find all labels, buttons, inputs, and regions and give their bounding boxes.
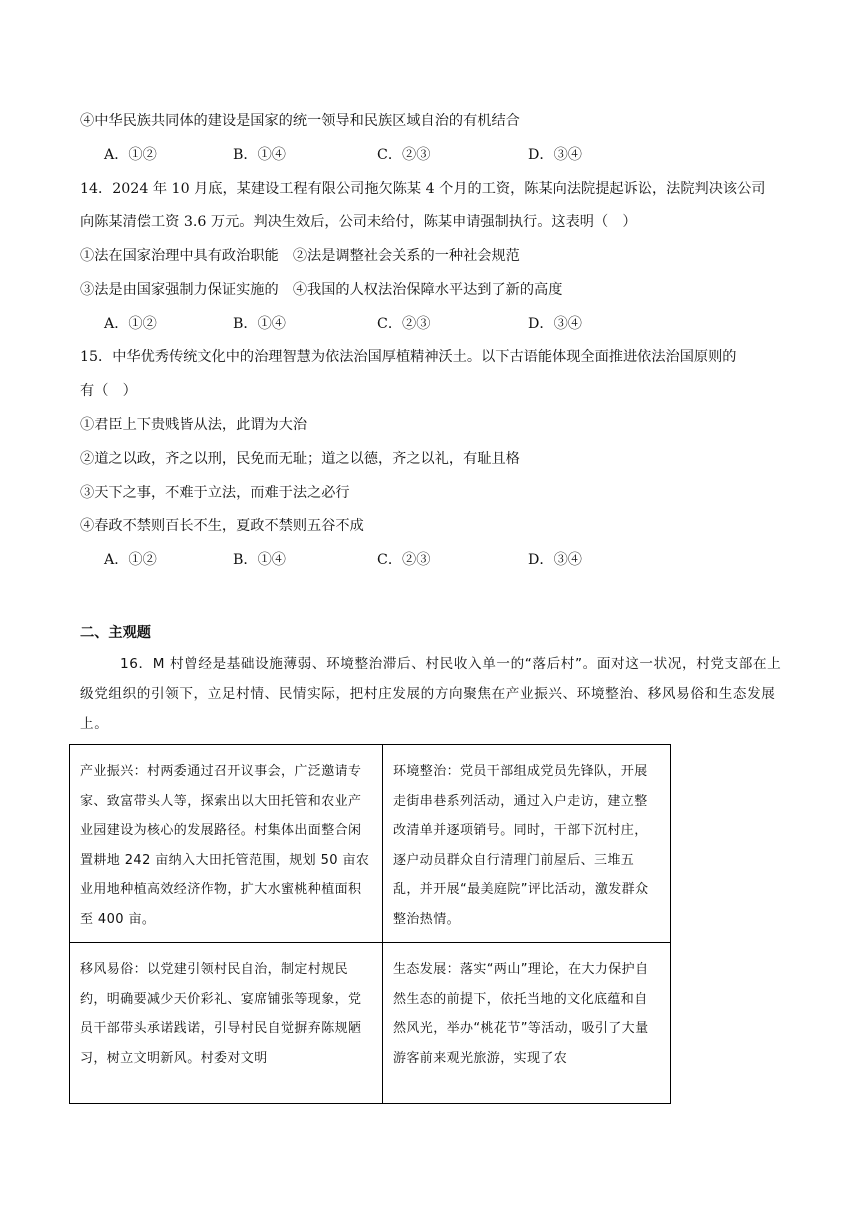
q15-statement-4: ④春政不禁则百长不生，夏政不禁则五谷不成 — [80, 518, 364, 534]
q14-stem-line-2: 向陈某清偿工资 3.6 万元。判决生效后，公司未给付，陈某申请强制执行。这表明（ ） — [80, 214, 637, 230]
q13-statement-4: ④中华民族共同体的建设是国家的统一领导和民族区域自治的有机结合 — [80, 113, 520, 129]
q15-statement-3: ③天下之事，不难于立法，而难于法之必行 — [80, 485, 350, 501]
cell-ecology: 生态发展：落实“两山”理论，在大力保护自然生态的前提下，依托当地的文化底蕴和自然风光，举办“桃花节”等活动，吸引了大量游客前来观光旅游，实现了农 — [383, 943, 671, 1104]
q16-intro: 16．M 村曾经是基础设施薄弱、环境整治滞后、村民收入单一的“落后村”。面对这一状况，村党支部在上级党组织的引领下，立足村情、民情实际，把村庄发展的方向聚焦在产业振兴、环境整治、移风易俗和生态发展上。 — [80, 656, 782, 732]
q13-option-b[interactable]: B．①④ — [233, 147, 286, 163]
q14-option-b[interactable]: B．①④ — [233, 316, 286, 332]
q14-statements-row-2: ③法是由国家强制力保证实施的 ④我国的人权法治保障水平达到了新的高度 — [80, 282, 563, 298]
q15-option-c[interactable]: C．②③ — [377, 552, 431, 568]
q14-statements-row-1: ①法在国家治理中具有政治职能 ②法是调整社会关系的一种社会规范 — [80, 248, 520, 264]
q14-option-d[interactable]: D．③④ — [528, 316, 582, 332]
cell-environment: 环境整治：党员干部组成党员先锋队，开展走街串巷系列活动，通过入户走访，建立整改清单并逐项销号。同时，干部下沉村庄，逐户动员群众自行清理门前屋后、三堆五乱，并开展“最美庭院”评比活动，激发群众整治热情。 — [383, 745, 671, 943]
section-title: 二、主观题 — [80, 625, 151, 641]
q13-option-c[interactable]: C．②③ — [377, 147, 431, 163]
q14-option-a[interactable]: A．①② — [104, 316, 157, 332]
q15-stem-line-1: 15．中华优秀传统文化中的治理智慧为依法治国厚植精神沃土。以下古语能体现全面推进依法治国原则的 — [80, 349, 737, 365]
table-row — [70, 943, 671, 1104]
q15-statement-2: ②道之以政，齐之以刑，民免而无耻；道之以德，齐之以礼，有耻且格 — [80, 451, 520, 467]
q15-statement-1: ①君臣上下贵贱皆从法，此谓为大治 — [80, 417, 308, 433]
table-row — [70, 745, 671, 943]
q15-option-b[interactable]: B．①④ — [233, 552, 286, 568]
q14-option-c[interactable]: C．②③ — [377, 316, 431, 332]
q14-stem-line-1: 14．2024 年 10 月底，某建设工程有限公司拖欠陈某 4 个月的工资，陈某向法院提起诉讼，法院判决该公司 — [80, 181, 766, 197]
cell-industry: 产业振兴：村两委通过召开议事会，广泛邀请专家、致富带头人等，探索出以大田托管和农业产业园建设为核心的发展路径。村集体出面整合闲置耕地 242 亩纳入大田托管范围，规划 50 亩农业用地种植高效经济作物，扩大水蜜桃种植面积至 400 亩。 — [70, 745, 383, 943]
q13-option-d[interactable]: D．③④ — [528, 147, 582, 163]
q13-option-a[interactable]: A．①② — [104, 147, 157, 163]
q15-option-d[interactable]: D．③④ — [528, 552, 582, 568]
q16-material-table — [69, 744, 671, 1104]
q15-option-a[interactable]: A．①② — [104, 552, 157, 568]
cell-customs: 移风易俗：以党建引领村民自治，制定村规民约，明确要减少天价彩礼、宴席铺张等现象，党员干部带头承诺践诺，引导村民自觉摒弃陈规陋习，树立文明新风。村委对文明 — [70, 943, 383, 1104]
q15-stem-line-2: 有（ ） — [80, 383, 137, 399]
